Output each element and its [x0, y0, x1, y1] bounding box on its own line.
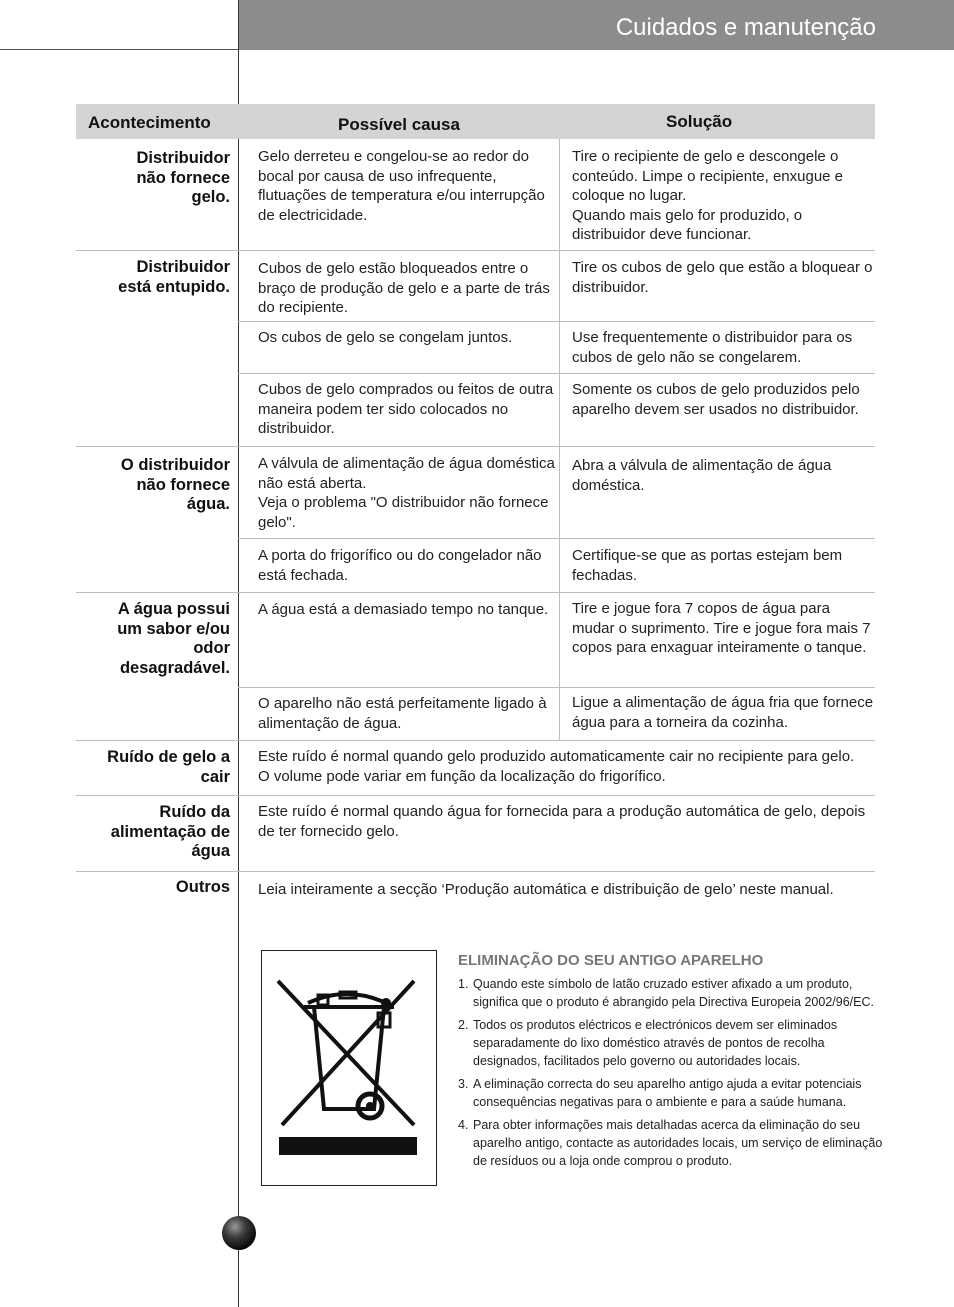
solution-open-valve: Abra a válvula de alimentação de água doméstica. [572, 457, 832, 494]
cause-door-open: A porta do frigorífico ou do congelador não está fechada. [258, 547, 542, 584]
event-others: Outros [175, 878, 230, 896]
column-header-solution: Solução [666, 112, 733, 131]
cause-water-stale: A água está a demasiado tempo no tanque. [258, 601, 549, 618]
column-header-cause: Possível causa [338, 115, 460, 134]
solution-use-dispenser-often: Use frequentemente o distribuidor para os cubos de gelo não se congelarem. [572, 329, 853, 366]
cause-not-connected: O aparelho não está perfeitamente ligado à alimentação de água. [258, 695, 547, 732]
cause-valve-closed: A válvula de alimentação de água doméstica não está aberta. Veja o problema "O distribuidor não fornece gelo". [258, 455, 555, 531]
event-bad-taste: A água possui um sabor e/ou odor desagradável. [117, 600, 230, 677]
cause-cubes-frozen-together: Os cubos de gelo se congelam juntos. [258, 329, 513, 346]
cause-ice-melted: Gelo derreteu e congelou-se ao redor do bocal por causa de uso infrequente, flutuações de temperatura e/ou interrupção de electricidade. [258, 148, 545, 224]
explanation-ice-drop-noise: Este ruído é normal quando gelo produzido automaticamente cair no recipiente para gelo. O volume pode variar em função da localização do frigorífico. [258, 748, 855, 785]
disposal-list [458, 975, 888, 1175]
page-marker-ball [222, 1216, 256, 1250]
crossed-out-wheelie-bin-icon [262, 951, 438, 1187]
solution-discard-cups: Tire e jogue fora 7 copos de água para mudar o suprimento. Tire e jogue fora mais 7 copos para enxaguar inteiramente o tanque. [572, 600, 871, 657]
list-item: 1. Quando este símbolo de latão cruzado estiver afixado a um produto, significa que o produto é abrangido pela Directiva Europeia 2002/96/EC. [458, 977, 874, 1009]
header-band [238, 0, 954, 50]
header-rule [0, 49, 238, 50]
column-header-event: Acontecimento [88, 113, 211, 132]
solution-connect-cold-water: Ligue a alimentação de água fria que fornece água para a torneira da cozinha. [572, 694, 874, 731]
weee-symbol-frame [261, 950, 437, 1186]
event-dispenser-clogged: Distribuidor está entupido. [118, 258, 230, 296]
page-margin-rule [238, 0, 239, 1307]
table-header [76, 104, 875, 139]
event-dispenser-no-water: O distribuidor não fornece água. [120, 456, 230, 514]
cause-cubes-blocked: Cubos de gelo estão bloqueados entre o braço de produção de gelo e a parte de trás do recipiente. [258, 260, 550, 317]
solution-remove-ice-bin: Tire o recipiente de gelo e descongele o conteúdo. Limpe o recipiente, enxugue e coloque no lugar. Quando mais gelo for produzido, o distribuidor deve funcionar. [572, 148, 844, 244]
event-ice-drop-noise: Ruído de gelo a cair [107, 748, 230, 786]
list-item: 3. A eliminação correcta do seu aparelho antigo ajuda a evitar potenciais consequências negativas para o ambiente e para a saúde humana. [458, 1077, 862, 1109]
cause-foreign-ice: Cubos de gelo comprados ou feitos de outra maneira podem ter sido colocados no distribuidor. [258, 381, 554, 438]
solution-close-doors: Certifique-se que as portas estejam bem fechadas. [572, 547, 843, 584]
event-dispenser-no-ice: Distribuidor não fornece gelo. [136, 149, 230, 207]
explanation-water-supply-noise: Este ruído é normal quando água for fornecida para a produção automática de gelo, depois de ter fornecido gelo. [258, 803, 866, 840]
solution-remove-blocking-cubes: Tire os cubos de gelo que estão a bloquear o distribuidor. [572, 259, 873, 296]
event-water-supply-noise: Ruído da alimentação de água [110, 803, 230, 861]
disposal-heading: ELIMINAÇÃO DO SEU ANTIGO APARELHO [458, 952, 764, 969]
list-item: 4. Para obter informações mais detalhadas acerca da eliminação do seu aparelho antigo, contacte as autoridades locais, um serviço de eliminação de resíduos ou a loja onde comprou o produto. [458, 1118, 883, 1168]
solution-use-own-ice: Somente os cubos de gelo produzidos pelo aparelho devem ser usados no distribuidor. [572, 381, 860, 418]
page-title: Cuidados e manutenção [615, 14, 876, 41]
explanation-others: Leia inteiramente a secção ‘Produção automática e distribuição de gelo’ neste manual. [258, 881, 834, 898]
list-item: 2. Todos os produtos eléctricos e electrónicos devem ser eliminados separadamente do lixo doméstico através de pontos de recolha designados, facilitados pelo governo ou autoridades locais. [458, 1018, 838, 1068]
